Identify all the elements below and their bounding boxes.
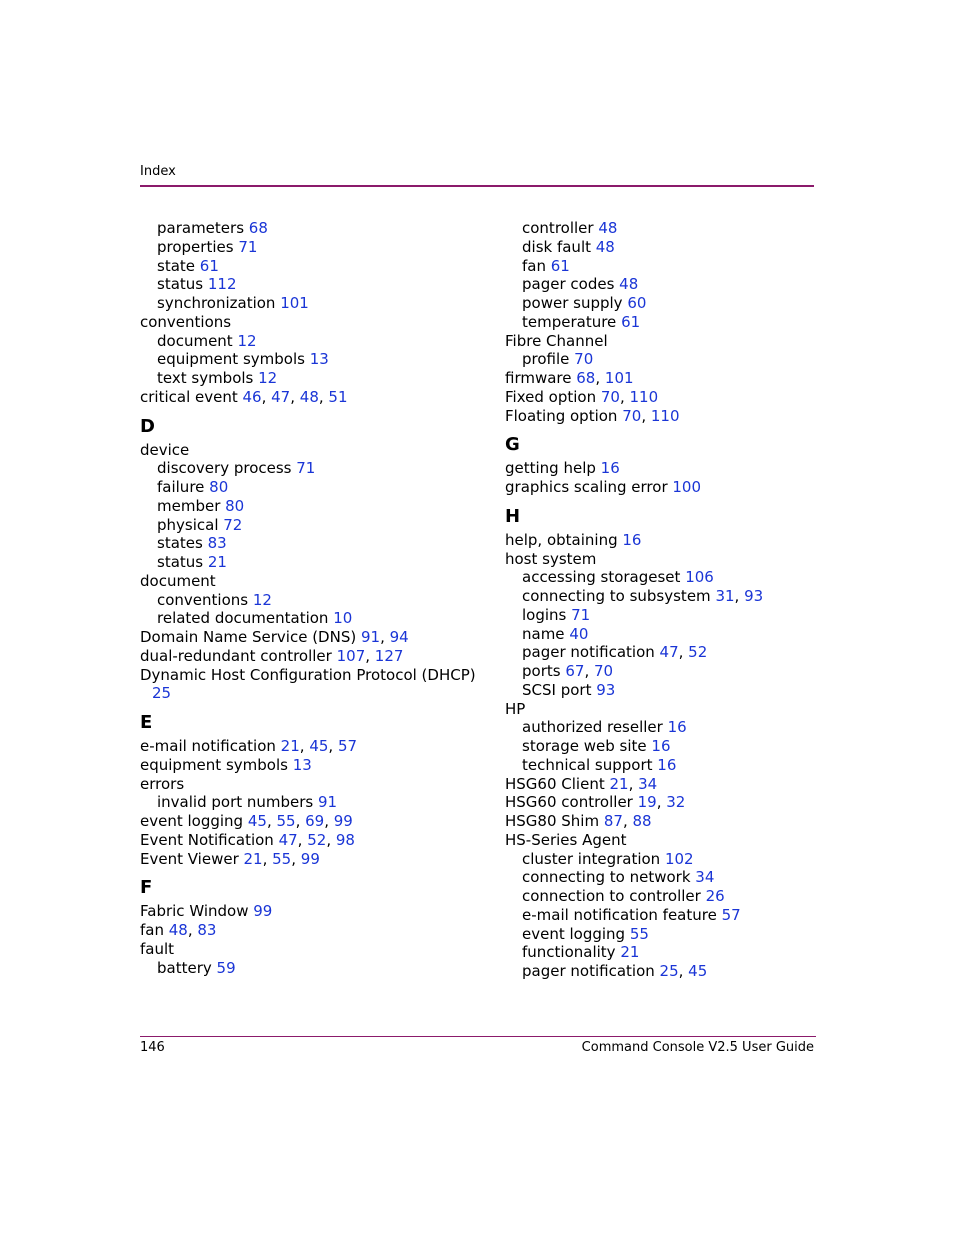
index-entry <box>505 257 825 276</box>
index-entry <box>505 478 825 497</box>
index-term: storage web site <box>522 737 652 755</box>
page-reference-link[interactable]: 48 <box>619 275 639 294</box>
page-reference-link[interactable]: 91 <box>360 628 381 646</box>
page-reference-link[interactable]: 83 <box>197 921 217 939</box>
page-reference-link[interactable]: 47 <box>271 387 291 406</box>
index-letter-heading: G <box>505 434 520 456</box>
page-reference-link[interactable]: 51 <box>328 387 348 406</box>
page-reference-link[interactable]: 69 <box>305 812 325 830</box>
index-term: conventions <box>157 590 253 609</box>
page-separator: , <box>187 921 198 939</box>
index-term: conventions <box>140 312 232 331</box>
page-reference-link[interactable]: 16 <box>622 530 642 549</box>
page-reference-link[interactable]: 21 <box>609 774 629 793</box>
index-entry <box>505 737 825 756</box>
index-entry <box>505 275 825 294</box>
page-reference-link[interactable]: 99 <box>333 812 353 830</box>
page-reference-link[interactable]: 12 <box>237 331 257 350</box>
index-entry <box>140 850 490 869</box>
page-reference-link[interactable]: 71 <box>571 605 591 624</box>
page-reference-link[interactable]: 25 <box>152 684 172 703</box>
header-rule <box>140 185 814 187</box>
index-term: status <box>157 275 208 294</box>
index-term: graphics scaling error <box>505 478 673 496</box>
index-entry <box>505 459 825 478</box>
page-reference-link[interactable]: 21 <box>243 849 263 868</box>
index-term: text symbols <box>157 369 259 387</box>
page-separator: , <box>595 369 605 387</box>
index-entry <box>505 793 825 812</box>
index-letter-heading: H <box>505 505 521 527</box>
index-entry <box>505 812 825 831</box>
page-reference-link[interactable]: 34 <box>638 774 658 793</box>
index-entry <box>505 238 825 257</box>
index-term: functionality <box>522 943 621 962</box>
page-reference-link[interactable]: 16 <box>657 755 677 774</box>
page-reference-link[interactable]: 61 <box>550 256 570 275</box>
index-term: equipment symbols <box>157 350 310 369</box>
index-term: connecting to subsystem <box>522 587 716 605</box>
page-reference-link[interactable]: 70 <box>622 406 642 425</box>
page-reference-link[interactable]: 98 <box>335 830 355 849</box>
page-reference-link[interactable]: 16 <box>651 737 671 755</box>
index-entry <box>505 369 825 388</box>
index-entry <box>505 681 825 700</box>
page-reference-link[interactable]: 106 <box>685 568 714 587</box>
index-entry <box>505 643 825 662</box>
index-entry <box>505 925 825 944</box>
index-entry <box>140 812 490 831</box>
page-reference-link[interactable]: 12 <box>252 590 272 609</box>
index-term: Event Notification <box>140 830 279 849</box>
document-title: Command Console V2.5 User Guide <box>581 1040 814 1055</box>
index-entry <box>505 313 825 332</box>
page-reference-link[interactable]: 99 <box>300 849 320 868</box>
index-term: connection to controller <box>522 887 706 905</box>
index-term: fan <box>522 256 551 275</box>
page-reference-link[interactable]: 71 <box>238 237 258 256</box>
index-term: name <box>522 624 570 643</box>
page-reference-link[interactable]: 13 <box>309 350 329 369</box>
page-separator: , <box>295 812 306 830</box>
index-term: HS-Series Agent <box>505 830 627 849</box>
index-entry <box>505 887 825 906</box>
page-reference-link[interactable]: 68 <box>576 369 596 387</box>
index-term: power supply <box>522 294 628 312</box>
page-separator: , <box>365 646 375 665</box>
index-term: critical event <box>140 387 243 406</box>
page-reference-link[interactable]: 32 <box>666 793 686 812</box>
index-term: e-mail notification feature <box>522 905 722 924</box>
index-entry <box>140 666 490 685</box>
index-term: battery <box>157 958 217 977</box>
page-reference-link[interactable]: 127 <box>374 646 404 665</box>
page-separator: , <box>326 830 336 849</box>
page-reference-link[interactable]: 57 <box>721 905 741 924</box>
index-entry <box>140 332 490 351</box>
index-entry <box>140 388 490 407</box>
page-reference-link[interactable]: 80 <box>225 496 245 515</box>
index-term: disk fault <box>522 237 596 256</box>
page-reference-link[interactable]: 99 <box>253 902 273 921</box>
index-entry <box>505 756 825 775</box>
page-reference-link[interactable]: 60 <box>627 294 647 312</box>
index-term: event logging <box>522 924 630 943</box>
page-separator: , <box>328 737 338 755</box>
index-term: pager notification <box>522 962 660 980</box>
index-term: dual-redundant controller <box>140 646 337 665</box>
index-term: HP <box>505 699 526 718</box>
page-reference-link[interactable]: 87 <box>603 812 623 830</box>
index-term: fault <box>140 939 175 958</box>
index-letter-heading: D <box>140 415 155 437</box>
page-separator: , <box>291 849 301 868</box>
index-entry <box>505 350 825 369</box>
page-reference-link[interactable]: 112 <box>207 275 237 294</box>
index-entry <box>505 294 825 313</box>
index-term: e-mail notification <box>140 737 281 755</box>
page-number: 146 <box>140 1040 165 1055</box>
index-entry <box>505 568 825 587</box>
page-reference-link[interactable]: 61 <box>199 256 219 275</box>
index-term: connecting to network <box>522 868 696 887</box>
index-term: profile <box>522 350 575 369</box>
page-reference-link[interactable]: 101 <box>604 369 634 387</box>
index-term: failure <box>157 478 210 496</box>
index-entry <box>140 647 490 666</box>
index-term: state <box>157 256 200 275</box>
index-letter-heading: E <box>140 712 153 733</box>
index-term: ports <box>522 662 566 680</box>
page-separator: , <box>290 387 300 406</box>
page-reference-link[interactable]: 57 <box>337 737 358 755</box>
index-entry <box>505 868 825 887</box>
index-term: accessing storageset <box>522 568 686 587</box>
page-reference-link[interactable]: 70 <box>600 387 620 406</box>
page-reference-link[interactable]: 102 <box>664 849 694 868</box>
index-term: SCSI port <box>522 680 597 699</box>
index-entry <box>140 902 490 921</box>
index-entry <box>140 257 490 276</box>
page-separator: , <box>262 849 273 868</box>
page-separator: , <box>318 387 329 406</box>
page-reference-link[interactable]: 34 <box>695 868 715 887</box>
index-entry <box>140 369 490 388</box>
index-entry <box>505 550 825 569</box>
index-term: Fixed option <box>505 387 601 406</box>
page-reference-link[interactable]: 93 <box>744 587 764 605</box>
index-term: getting help <box>505 459 601 478</box>
page-reference-link[interactable]: 68 <box>248 219 268 237</box>
index-entry <box>505 831 825 850</box>
page-reference-link[interactable]: 91 <box>318 793 338 812</box>
page-separator: , <box>584 662 594 680</box>
page-separator: , <box>656 793 667 812</box>
index-term: event logging <box>140 812 248 830</box>
index-term: HSG60 Client <box>505 774 610 793</box>
page-reference-link[interactable]: 12 <box>258 369 278 387</box>
index-entry <box>140 497 490 516</box>
page-reference-link[interactable]: 21 <box>620 943 640 962</box>
page-separator: , <box>734 587 745 605</box>
index-term: technical support <box>522 755 658 774</box>
index-entry <box>505 662 825 681</box>
index-entry <box>140 591 490 610</box>
index-term: physical <box>157 515 224 534</box>
page-reference-link[interactable]: 93 <box>596 680 616 699</box>
index-term: help, obtaining <box>505 530 623 549</box>
index-entry <box>140 831 490 850</box>
page-reference-link[interactable]: 16 <box>667 718 687 737</box>
index-term: Fibre Channel <box>505 331 608 350</box>
index-entry <box>140 219 490 238</box>
index-entry <box>140 350 490 369</box>
index-entry <box>140 737 490 756</box>
page-reference-link[interactable]: 25 <box>659 962 679 980</box>
index-column-left <box>140 219 490 977</box>
index-term: discovery process <box>157 459 297 478</box>
index-entry <box>140 793 490 812</box>
index-term: status <box>157 553 208 571</box>
page-reference-link[interactable]: 55 <box>629 924 649 943</box>
page-reference-link[interactable]: 67 <box>565 662 585 680</box>
page-reference-link[interactable]: 48 <box>595 237 615 256</box>
index-entry <box>140 775 490 794</box>
index-term: pager notification <box>522 643 660 662</box>
index-entry <box>140 553 490 572</box>
index-entry <box>505 962 825 981</box>
index-entry <box>140 940 490 959</box>
index-entry <box>505 388 825 407</box>
page-reference-link[interactable]: 31 <box>715 587 735 605</box>
page-reference-link[interactable]: 55 <box>276 812 296 830</box>
page-separator: , <box>619 387 630 406</box>
page-separator: , <box>628 774 639 793</box>
page-separator: , <box>324 812 334 830</box>
page-reference-link[interactable]: 101 <box>280 294 309 312</box>
page-reference-link[interactable]: 72 <box>223 515 243 534</box>
index-entry <box>505 718 825 737</box>
index-term: Floating option <box>505 406 623 425</box>
page-reference-link[interactable]: 94 <box>389 628 409 646</box>
running-header: Index <box>140 164 176 179</box>
index-term: fan <box>140 921 169 939</box>
index-letter-heading: F <box>140 877 153 899</box>
page-reference-link[interactable]: 40 <box>569 624 589 643</box>
index-entry <box>505 700 825 719</box>
page-separator: , <box>380 628 390 646</box>
index-entry <box>505 587 825 606</box>
index-entry <box>505 775 825 794</box>
page-reference-link[interactable]: 45 <box>247 812 267 830</box>
index-term: member <box>157 496 226 515</box>
page-reference-link[interactable]: 71 <box>296 459 316 478</box>
page-reference-link[interactable]: 61 <box>621 312 641 331</box>
index-term: temperature <box>522 312 622 331</box>
index-entry <box>140 628 490 647</box>
page-reference-link[interactable]: 13 <box>292 755 312 774</box>
page-separator: , <box>641 406 651 425</box>
page-separator: , <box>266 812 277 830</box>
index-term: document <box>140 571 216 590</box>
footer-rule <box>140 1036 816 1037</box>
index-entry <box>140 441 490 460</box>
page-reference-link[interactable]: 47 <box>278 830 298 849</box>
page-reference-link[interactable]: 59 <box>216 958 236 977</box>
page-reference-link[interactable]: 100 <box>672 478 702 496</box>
page-reference-link[interactable]: 80 <box>209 478 229 496</box>
page-reference-link[interactable]: 107 <box>336 646 366 665</box>
index-entry <box>140 684 490 703</box>
index-entry <box>505 219 825 238</box>
page-reference-link[interactable]: 19 <box>637 793 657 812</box>
index-term: controller <box>522 219 599 237</box>
page-reference-link[interactable]: 48 <box>299 387 319 406</box>
page-separator: , <box>299 737 310 755</box>
page-reference-link[interactable]: 21 <box>280 737 300 755</box>
index-entry <box>140 238 490 257</box>
page-reference-link[interactable]: 70 <box>593 662 614 680</box>
index-entry <box>505 850 825 869</box>
index-entry <box>505 606 825 625</box>
index-entry <box>505 332 825 351</box>
index-term: HSG80 Shim <box>505 812 604 830</box>
index-entry <box>140 313 490 332</box>
page-reference-link[interactable]: 88 <box>632 812 652 830</box>
index-entry <box>140 756 490 775</box>
page-reference-link[interactable]: 70 <box>574 350 594 369</box>
index-term: Dynamic Host Configuration Protocol (DHCP) <box>140 665 476 684</box>
page-separator: , <box>297 830 308 849</box>
index-term: document <box>157 331 238 350</box>
index-term: Fabric Window <box>140 902 254 921</box>
index-term: device <box>140 440 190 459</box>
index-entry <box>140 609 490 628</box>
page-separator: , <box>678 643 689 662</box>
index-term: Event Viewer <box>140 849 244 868</box>
index-term: invalid port numbers <box>157 793 319 812</box>
index-term: pager codes <box>522 275 620 294</box>
index-term: states <box>157 534 208 553</box>
index-term: host system <box>505 549 597 568</box>
index-entry <box>140 478 490 497</box>
index-entry <box>140 516 490 535</box>
index-term: Domain Name Service (DNS) <box>140 628 361 646</box>
index-term: logins <box>522 605 572 624</box>
page-reference-link[interactable]: 48 <box>598 219 618 237</box>
index-term: synchronization <box>157 294 281 312</box>
index-entry <box>140 459 490 478</box>
index-entry <box>505 407 825 426</box>
page-reference-link[interactable]: 48 <box>168 921 188 939</box>
page-reference-link[interactable]: 83 <box>207 534 227 553</box>
index-term: equipment symbols <box>140 755 293 774</box>
page-reference-link[interactable]: 21 <box>207 553 227 571</box>
page-reference-link[interactable]: 52 <box>307 830 327 849</box>
index-entry <box>140 921 490 940</box>
index-entry <box>505 906 825 925</box>
index-term: HSG60 controller <box>505 793 638 812</box>
page-reference-link[interactable]: 110 <box>650 406 680 425</box>
page-separator: , <box>678 962 689 980</box>
index-entry <box>140 294 490 313</box>
index-term: authorized reseller <box>522 718 668 737</box>
index-column-right <box>505 219 825 981</box>
index-term: parameters <box>157 219 249 237</box>
page-reference-link[interactable]: 16 <box>600 459 620 478</box>
page-reference-link[interactable]: 10 <box>333 609 353 628</box>
page-reference-link[interactable]: 45 <box>309 737 329 755</box>
index-term: related documentation <box>157 609 334 628</box>
index-entry <box>140 959 490 978</box>
page-reference-link[interactable]: 26 <box>705 887 725 905</box>
index-term: cluster integration <box>522 849 665 868</box>
index-entry <box>140 275 490 294</box>
index-term: properties <box>157 237 239 256</box>
index-entry <box>505 531 825 550</box>
index-entry <box>505 625 825 644</box>
page-reference-link[interactable]: 110 <box>629 387 659 406</box>
page-separator: , <box>622 812 633 830</box>
page-reference-link[interactable]: 55 <box>272 849 292 868</box>
page-reference-link[interactable]: 52 <box>688 643 708 662</box>
index-term: firmware <box>505 369 577 387</box>
page-reference-link[interactable]: 46 <box>242 387 262 406</box>
index-entry <box>505 943 825 962</box>
index-term: errors <box>140 774 185 793</box>
page-reference-link[interactable]: 47 <box>659 643 679 662</box>
page-reference-link[interactable]: 45 <box>688 962 708 980</box>
index-entry <box>140 572 490 591</box>
index-entry <box>140 534 490 553</box>
page-separator: , <box>261 387 272 406</box>
